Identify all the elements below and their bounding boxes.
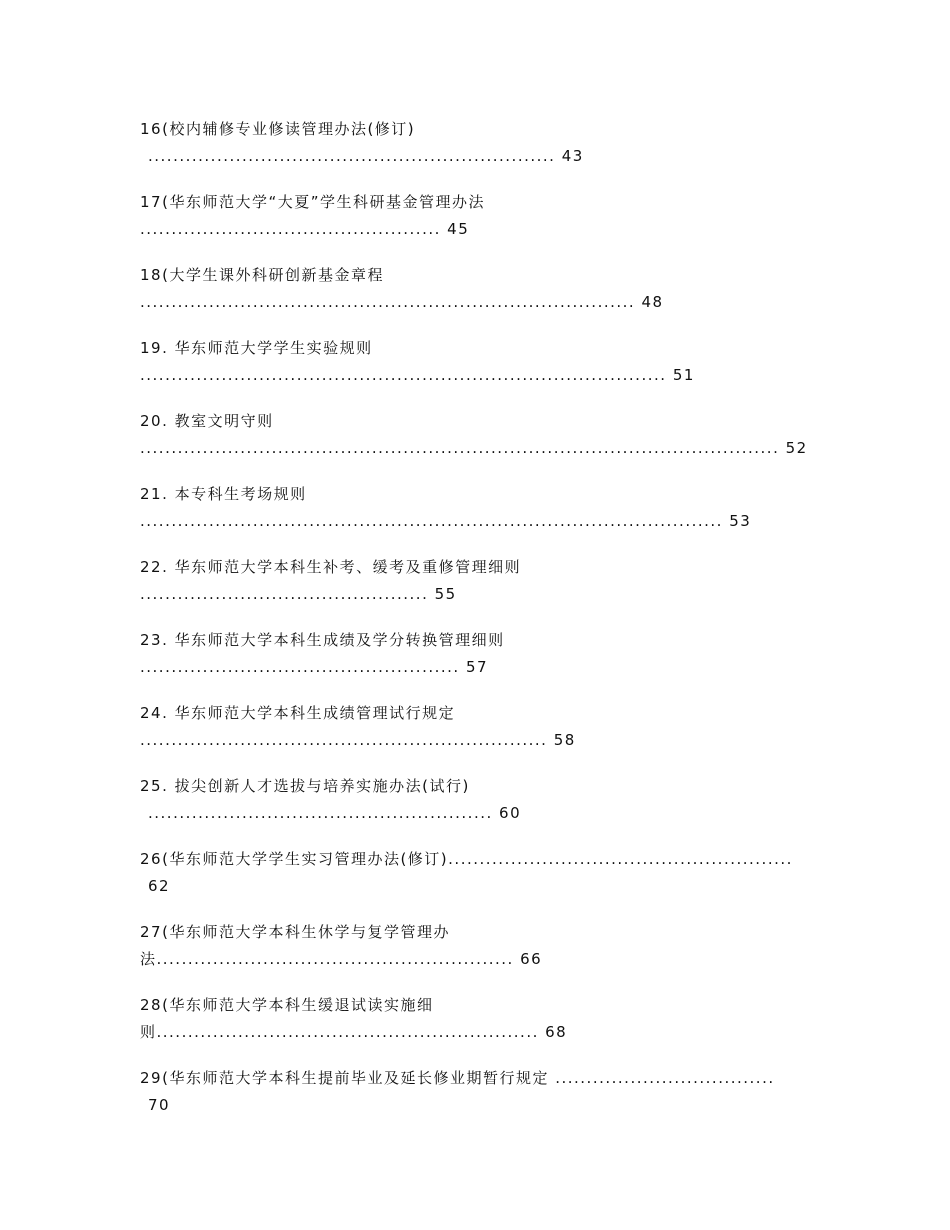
toc-entry-leader-line bbox=[140, 800, 820, 827]
toc-entry-page-number: 43 bbox=[561, 147, 584, 165]
toc-entry-leader-line bbox=[140, 508, 820, 535]
toc-entry-leader: ................................................... bbox=[140, 658, 460, 676]
toc-entry-24[interactable] bbox=[140, 700, 820, 754]
toc-entry-title: 18(大学生课外科研创新基金章程 bbox=[140, 266, 384, 284]
toc-entry-title: 24. 华东师范大学本科生成绩管理试行规定 bbox=[140, 704, 456, 722]
toc-entry-leader: 则............................................................. bbox=[140, 1023, 539, 1041]
toc-entry-title: 16(校内辅修专业修读管理办法(修订) bbox=[140, 120, 416, 138]
toc-entry-leader: .............................................. bbox=[140, 585, 429, 603]
toc-entry-title: 23. 华东师范大学本科生成绩及学分转换管理细则 bbox=[140, 631, 505, 649]
toc-entry-title: 22. 华东师范大学本科生补考、缓考及重修管理细则 bbox=[140, 558, 522, 576]
toc-entry-leader: ................................................................. bbox=[140, 731, 548, 749]
toc-entry-leader: ....................................................... bbox=[448, 850, 793, 868]
toc-entry-29[interactable] bbox=[140, 1065, 820, 1119]
toc-entry-page-number: 57 bbox=[465, 658, 489, 676]
toc-entry-page-number: 70 bbox=[148, 1096, 171, 1114]
toc-entry-leader: ....................................................... bbox=[148, 804, 493, 822]
toc-entry-18[interactable] bbox=[140, 262, 820, 316]
toc-entry-title: 29(华东师范大学本科生提前毕业及延长修业期暂行规定 bbox=[140, 1069, 549, 1087]
toc-entry-page-number: 48 bbox=[641, 293, 664, 311]
toc-entry-leader-line bbox=[140, 727, 820, 754]
toc-entry-page-number: 60 bbox=[499, 804, 522, 822]
toc-entry-leader: ................................... bbox=[548, 1069, 775, 1087]
toc-entry-page-number: 62 bbox=[148, 877, 171, 895]
toc-entry-leader: 法......................................................... bbox=[140, 950, 514, 968]
toc-entry-25[interactable] bbox=[140, 773, 820, 827]
toc-entry-title: 20. 教室文明守则 bbox=[140, 412, 274, 430]
toc-entry-leader-line bbox=[140, 1019, 820, 1046]
toc-entry-title: 27(华东师范大学本科生休学与复学管理办 bbox=[140, 923, 450, 941]
toc-entry-title: 26(华东师范大学学生实习管理办法(修订) bbox=[140, 850, 449, 868]
toc-entry-title: 19. 华东师范大学学生实验规则 bbox=[140, 339, 373, 357]
toc-entry-27[interactable] bbox=[140, 919, 820, 973]
toc-entry-page-number: 52 bbox=[785, 439, 808, 457]
toc-entry-page-number: 66 bbox=[520, 950, 543, 968]
toc-entry-leader-line bbox=[140, 216, 820, 243]
toc-entry-leader-line bbox=[140, 946, 820, 973]
toc-entry-leader-line bbox=[140, 654, 820, 681]
toc-entry-28[interactable] bbox=[140, 992, 820, 1046]
toc-entry-leader: ...................................................................................................... bbox=[140, 439, 780, 457]
toc-entry-page-number: 55 bbox=[434, 585, 457, 603]
toc-entry-26[interactable] bbox=[140, 846, 820, 900]
toc-entry-leader-line bbox=[140, 581, 820, 608]
toc-entry-title: 28(华东师范大学本科生缓退试读实施细 bbox=[140, 996, 434, 1014]
toc-entry-title: 21. 本专科生考场规则 bbox=[140, 485, 307, 503]
toc-entry-leader: ................................................ bbox=[140, 220, 441, 238]
toc-entry-16[interactable] bbox=[140, 116, 820, 170]
toc-entry-page-number: 51 bbox=[672, 366, 695, 384]
toc-entry-leader: .................................................................................... bbox=[140, 366, 667, 384]
toc-entry-title: 25. 拔尖创新人才选拔与培养实施办法(试行) bbox=[140, 777, 470, 795]
toc-entry-page-number: 58 bbox=[553, 731, 576, 749]
toc-entry-19[interactable] bbox=[140, 335, 820, 389]
toc-entry-leader: ............................................................................... bbox=[140, 293, 636, 311]
toc-entry-title-line bbox=[140, 1065, 820, 1092]
toc-entry-20[interactable] bbox=[140, 408, 820, 462]
toc-entry-page-number: 45 bbox=[447, 220, 470, 238]
toc-entry-title: 17(华东师范大学“大夏”学生科研基金管理办法 bbox=[140, 193, 485, 211]
toc-entry-22[interactable] bbox=[140, 554, 820, 608]
toc-entry-title-line bbox=[140, 846, 820, 873]
toc-entry-23[interactable] bbox=[140, 627, 820, 681]
toc-entry-leader-line bbox=[140, 143, 820, 170]
toc-entry-page-number: 53 bbox=[729, 512, 752, 530]
toc-entry-17[interactable] bbox=[140, 189, 820, 243]
toc-entry-leader: ................................................................. bbox=[148, 147, 556, 165]
toc-entry-leader-line bbox=[140, 435, 820, 462]
toc-entry-leader: ............................................................................................. bbox=[140, 512, 723, 530]
toc-entry-leader-line bbox=[140, 362, 820, 389]
toc-entry-page-number: 68 bbox=[545, 1023, 568, 1041]
toc-entry-leader-line bbox=[140, 289, 820, 316]
toc-entry-21[interactable] bbox=[140, 481, 820, 535]
